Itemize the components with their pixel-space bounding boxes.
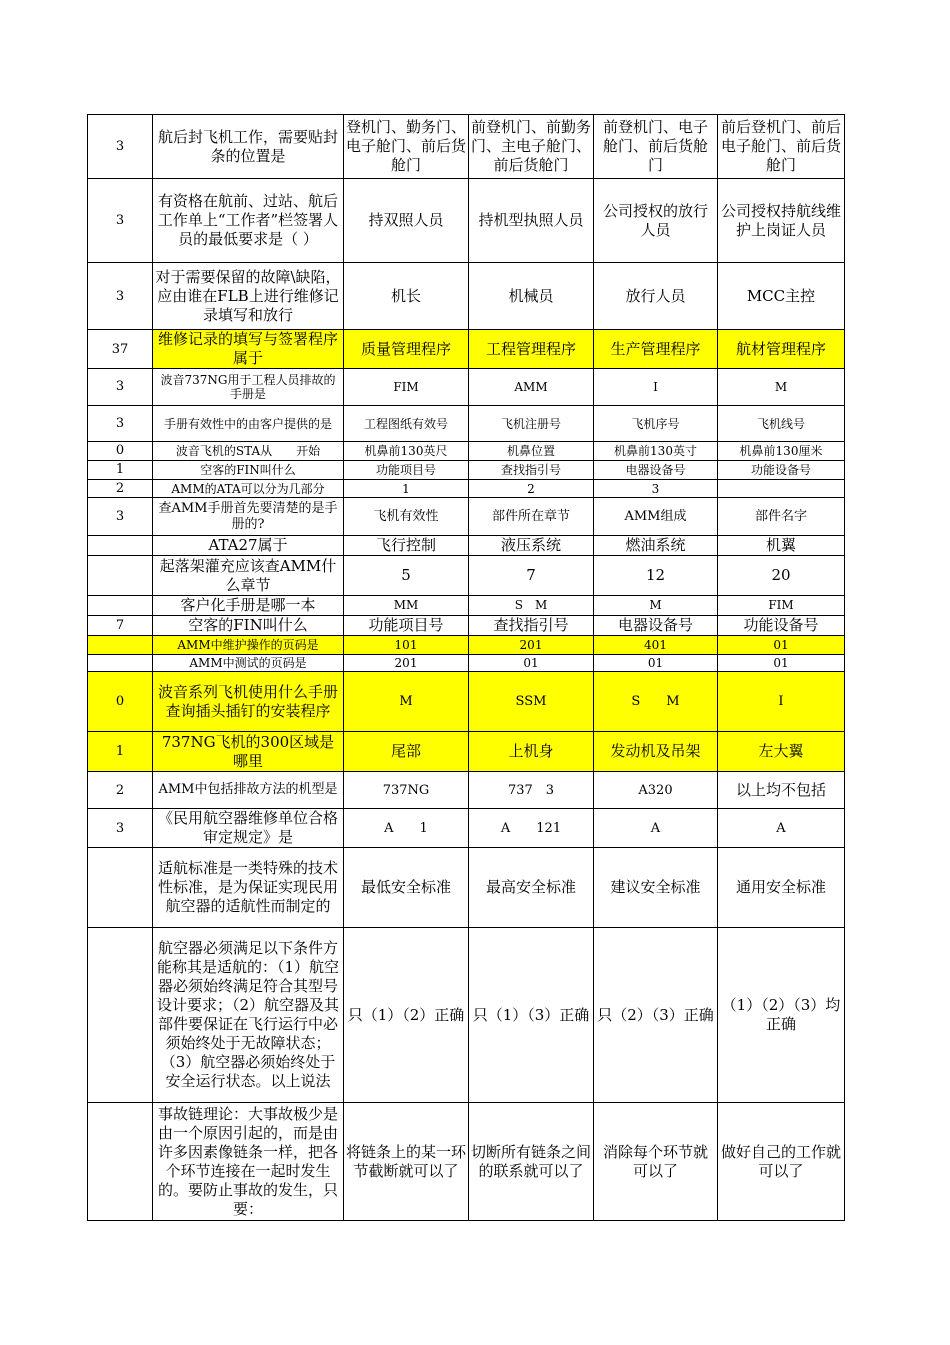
option-a-cell: A 1 [344, 809, 469, 848]
option-b-cell: 最高安全标准 [469, 848, 594, 928]
row-number: 0 [88, 442, 153, 461]
question-cell: 波音飞机的STA从 开始 [153, 442, 344, 461]
question-cell: 查AMM手册首先要清楚的是手册的? [153, 498, 344, 536]
table-row [88, 732, 845, 772]
row-number [88, 1103, 153, 1221]
table-row [88, 461, 845, 480]
option-d-cell: 01 [718, 636, 845, 655]
table-row [88, 263, 845, 330]
question-cell: AMM中包括排故方法的机型是 [153, 772, 344, 809]
option-d-cell: 做好自己的工作就可以了 [718, 1103, 845, 1221]
option-b-cell: 查找指引号 [469, 461, 594, 480]
row-number: 1 [88, 461, 153, 480]
row-number: 7 [88, 616, 153, 636]
question-cell: 事故链理论：大事故极少是由一个原因引起的，而是由许多因素像链条一样，把各个环节连接在一起时发生的。要防止事故的发生，只要： [153, 1103, 344, 1221]
option-b-cell: 机械员 [469, 263, 594, 330]
option-d-cell: A [718, 809, 845, 848]
option-b-cell: 01 [469, 655, 594, 672]
question-cell: 起落架灌充应该查AMM什么章节 [153, 556, 344, 596]
option-c-cell: 飞机序号 [594, 406, 718, 442]
option-c-cell: 只（2）（3）正确 [594, 928, 718, 1103]
option-b-cell: 部件所在章节 [469, 498, 594, 536]
question-cell: 维修记录的填写与签署程序属于 [153, 330, 344, 369]
question-cell: 手册有效性中的由客户提供的是 [153, 406, 344, 442]
table-row [88, 480, 845, 498]
option-a-cell: 737NG [344, 772, 469, 809]
row-number: 3 [88, 115, 153, 179]
option-b-cell: 737 3 [469, 772, 594, 809]
option-b-cell: 液压系统 [469, 536, 594, 556]
option-a-cell: 质量管理程序 [344, 330, 469, 369]
table-row [88, 636, 845, 655]
table-row [88, 179, 845, 263]
row-number: 0 [88, 672, 153, 732]
table-row [88, 809, 845, 848]
row-number: 37 [88, 330, 153, 369]
option-c-cell: 建议安全标准 [594, 848, 718, 928]
option-a-cell: 工程图纸有效号 [344, 406, 469, 442]
option-d-cell: 01 [718, 655, 845, 672]
option-d-cell: 左大翼 [718, 732, 845, 772]
option-b-cell: 只（1）（3）正确 [469, 928, 594, 1103]
question-cell: 客户化手册是哪一本 [153, 596, 344, 616]
option-c-cell: S M [594, 672, 718, 732]
option-c-cell: 机鼻前130英寸 [594, 442, 718, 461]
question-cell: AMM中测试的页码是 [153, 655, 344, 672]
question-cell: 适航标准是一类特殊的技术性标准，是为保证实现民用航空器的适航性而制定的 [153, 848, 344, 928]
option-a-cell: FIM [344, 369, 469, 406]
option-d-cell [718, 480, 845, 498]
option-d-cell: 通用安全标准 [718, 848, 845, 928]
option-a-cell: 飞机有效性 [344, 498, 469, 536]
question-cell: 航后封飞机工作，需要贴封条的位置是 [153, 115, 344, 179]
option-d-cell: FIM [718, 596, 845, 616]
table-row [88, 330, 845, 369]
question-cell: 空客的FIN叫什么 [153, 461, 344, 480]
option-d-cell: 20 [718, 556, 845, 596]
option-c-cell: M [594, 596, 718, 616]
option-d-cell: I [718, 672, 845, 732]
option-a-cell: 将链条上的某一环节截断就可以了 [344, 1103, 469, 1221]
table-row [88, 848, 845, 928]
row-number: 3 [88, 809, 153, 848]
option-d-cell: 公司授权持航线维护上岗证人员 [718, 179, 845, 263]
option-b-cell: 工程管理程序 [469, 330, 594, 369]
row-number: 3 [88, 263, 153, 330]
option-a-cell: 功能项目号 [344, 461, 469, 480]
option-a-cell: 登机门、勤务门、电子舱门、前后货舱门 [344, 115, 469, 179]
option-b-cell: 持机型执照人员 [469, 179, 594, 263]
option-a-cell: M [344, 672, 469, 732]
option-c-cell: 放行人员 [594, 263, 718, 330]
option-b-cell: 7 [469, 556, 594, 596]
option-a-cell: MM [344, 596, 469, 616]
question-cell: ATA27属于 [153, 536, 344, 556]
row-number: 3 [88, 406, 153, 442]
option-c-cell: 12 [594, 556, 718, 596]
option-b-cell: 前登机门、前勤务门、主电子舱门、前后货舱门 [469, 115, 594, 179]
option-c-cell: 电器设备号 [594, 616, 718, 636]
question-cell: 有资格在航前、过站、航后工作单上“工作者”栏签署人员的最低要求是（ ） [153, 179, 344, 263]
option-c-cell: 401 [594, 636, 718, 655]
option-a-cell: 持双照人员 [344, 179, 469, 263]
option-a-cell: 功能项目号 [344, 616, 469, 636]
question-cell: 空客的FIN叫什么 [153, 616, 344, 636]
option-d-cell: 机鼻前130厘米 [718, 442, 845, 461]
option-a-cell: 1 [344, 480, 469, 498]
row-number [88, 596, 153, 616]
option-d-cell: 前后登机门、前后电子舱门、前后货舱门 [718, 115, 845, 179]
question-cell: 737NG飞机的300区域是哪里 [153, 732, 344, 772]
option-b-cell: 查找指引号 [469, 616, 594, 636]
option-d-cell: （1）（2）（3）均正确 [718, 928, 845, 1103]
row-number [88, 536, 153, 556]
row-number: 1 [88, 732, 153, 772]
option-c-cell: 前登机门、电子舱门、前后货舱门 [594, 115, 718, 179]
option-a-cell: 101 [344, 636, 469, 655]
table-row [88, 556, 845, 596]
table-row [88, 596, 845, 616]
option-a-cell: 5 [344, 556, 469, 596]
table-row [88, 672, 845, 732]
row-number: 2 [88, 480, 153, 498]
option-d-cell: 功能设备号 [718, 616, 845, 636]
table-row [88, 442, 845, 461]
option-a-cell: 最低安全标准 [344, 848, 469, 928]
question-cell: 航空器必须满足以下条件方能称其是适航的：（1）航空器必须始终满足符合其型号设计要求；（2）航空器及其部件要保证在飞行运行中必须始终处于无故障状态；（3）航空器必须始终处于安全运行状态。以上说法 [153, 928, 344, 1103]
option-d-cell: 功能设备号 [718, 461, 845, 480]
table-row [88, 498, 845, 536]
table-row [88, 772, 845, 809]
table-row [88, 616, 845, 636]
option-c-cell: 燃油系统 [594, 536, 718, 556]
table-row [88, 1103, 845, 1221]
option-d-cell: 飞机线号 [718, 406, 845, 442]
option-b-cell: 机鼻位置 [469, 442, 594, 461]
option-b-cell: 上机身 [469, 732, 594, 772]
question-cell: 波音737NG用于工程人员排故的手册是 [153, 369, 344, 406]
option-a-cell: 机长 [344, 263, 469, 330]
option-c-cell: 公司授权的放行人员 [594, 179, 718, 263]
option-d-cell: 航材管理程序 [718, 330, 845, 369]
option-c-cell: 消除每个环节就可以了 [594, 1103, 718, 1221]
table-row [88, 406, 845, 442]
row-number: 3 [88, 179, 153, 263]
row-number [88, 928, 153, 1103]
row-number [88, 848, 153, 928]
option-c-cell: 生产管理程序 [594, 330, 718, 369]
row-number [88, 655, 153, 672]
option-c-cell: A320 [594, 772, 718, 809]
option-a-cell: 飞行控制 [344, 536, 469, 556]
option-c-cell: 发动机及吊架 [594, 732, 718, 772]
option-b-cell: SSM [469, 672, 594, 732]
option-c-cell: 01 [594, 655, 718, 672]
option-b-cell: S M [469, 596, 594, 616]
option-c-cell: 3 [594, 480, 718, 498]
option-b-cell: 201 [469, 636, 594, 655]
option-a-cell: 201 [344, 655, 469, 672]
table-row [88, 928, 845, 1103]
option-d-cell: M [718, 369, 845, 406]
option-b-cell: 切断所有链条之间的联系就可以了 [469, 1103, 594, 1221]
option-a-cell: 只（1）（2）正确 [344, 928, 469, 1103]
option-c-cell: I [594, 369, 718, 406]
table-row [88, 369, 845, 406]
question-cell: 波音系列飞机使用什么手册查询插头插钉的安装程序 [153, 672, 344, 732]
option-b-cell: 2 [469, 480, 594, 498]
table-row [88, 115, 845, 179]
option-c-cell: 电器设备号 [594, 461, 718, 480]
option-d-cell: 部件名字 [718, 498, 845, 536]
option-a-cell: 尾部 [344, 732, 469, 772]
option-d-cell: 以上均不包括 [718, 772, 845, 809]
option-d-cell: 机翼 [718, 536, 845, 556]
option-c-cell: AMM组成 [594, 498, 718, 536]
question-cell: AMM的ATA可以分为几部分 [153, 480, 344, 498]
row-number: 3 [88, 369, 153, 406]
question-cell: 《民用航空器维修单位合格审定规定》是 [153, 809, 344, 848]
option-a-cell: 机鼻前130英尺 [344, 442, 469, 461]
question-cell: AMM中维护操作的页码是 [153, 636, 344, 655]
option-c-cell: A [594, 809, 718, 848]
row-number [88, 636, 153, 655]
option-b-cell: 飞机注册号 [469, 406, 594, 442]
row-number: 3 [88, 498, 153, 536]
option-d-cell: MCC主控 [718, 263, 845, 330]
option-b-cell: A 121 [469, 809, 594, 848]
option-b-cell: AMM [469, 369, 594, 406]
table-row [88, 536, 845, 556]
question-table [87, 114, 845, 1221]
row-number: 2 [88, 772, 153, 809]
row-number [88, 556, 153, 596]
table-row [88, 655, 845, 672]
question-cell: 对于需要保留的故障\缺陷，应由谁在FLB上进行维修记录填写和放行 [153, 263, 344, 330]
